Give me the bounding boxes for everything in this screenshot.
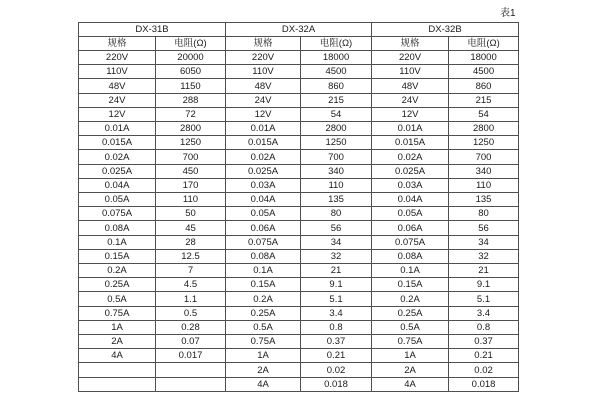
table-row (79, 122, 519, 136)
table-cell: 0.37 (449, 335, 519, 349)
table-cell: 1A (372, 349, 449, 363)
table-cell: 21 (449, 264, 519, 278)
table-cell: 4.5 (156, 278, 226, 292)
table-cell (79, 377, 156, 391)
resistance-column-header: 电阻(Ω) (449, 37, 519, 51)
table-cell: 110V (226, 65, 301, 79)
table-cell: 0.025A (226, 164, 301, 178)
table-cell: 110V (79, 65, 156, 79)
group-header-dx32a: DX-32A (226, 23, 372, 37)
table-row (79, 278, 519, 292)
table-cell: 5.1 (449, 292, 519, 306)
table-cell: 12.5 (156, 249, 226, 263)
table-cell: 2800 (301, 122, 372, 136)
table-cell: 110V (372, 65, 449, 79)
resistance-column-header: 电阻(Ω) (301, 37, 372, 51)
table-cell: 0.08A (226, 249, 301, 263)
table-cell: 0.017 (156, 349, 226, 363)
table-cell: 0.01A (226, 122, 301, 136)
table-cell: 0.018 (301, 377, 372, 391)
table-cell: 0.75A (79, 306, 156, 320)
table-row (79, 221, 519, 235)
table-row (79, 306, 519, 320)
table-cell: 54 (449, 107, 519, 121)
table-cell: 0.21 (301, 349, 372, 363)
table-cell: 80 (301, 207, 372, 221)
table-cell: 72 (156, 107, 226, 121)
table-row (79, 178, 519, 192)
table-cell: 220V (372, 51, 449, 65)
table-cell: 860 (449, 79, 519, 93)
table-cell: 1250 (156, 136, 226, 150)
table-cell: 110 (156, 193, 226, 207)
table-cell: 12V (372, 107, 449, 121)
table-row (79, 363, 519, 377)
table-cell: 4500 (449, 65, 519, 79)
table-cell: 0.018 (449, 377, 519, 391)
table-cell: 0.05A (226, 207, 301, 221)
table-cell: 1.1 (156, 292, 226, 306)
table-cell: 21 (301, 264, 372, 278)
table-cell: 0.15A (79, 249, 156, 263)
table-cell: 2A (372, 363, 449, 377)
table-row (79, 193, 519, 207)
table-cell: 0.5A (372, 320, 449, 334)
table-cell: 0.075A (372, 235, 449, 249)
table-cell: 0.8 (449, 320, 519, 334)
table-cell: 48V (226, 79, 301, 93)
spec-column-header: 规格 (226, 37, 301, 51)
table-cell: 0.5A (226, 320, 301, 334)
table-row (79, 377, 519, 391)
table-cell: 0.04A (79, 178, 156, 192)
table-cell: 0.08A (372, 249, 449, 263)
table-cell: 9.1 (301, 278, 372, 292)
table-cell: 0.07 (156, 335, 226, 349)
table-row (79, 335, 519, 349)
table-cell (156, 363, 226, 377)
table-cell: 0.015A (372, 136, 449, 150)
table-cell: 0.03A (372, 178, 449, 192)
table-cell: 0.02 (449, 363, 519, 377)
table-cell (156, 377, 226, 391)
table-cell: 34 (301, 235, 372, 249)
table-cell: 7 (156, 264, 226, 278)
table-cell: 450 (156, 164, 226, 178)
table-cell: 288 (156, 93, 226, 107)
table-cell: 24V (372, 93, 449, 107)
table-cell: 48V (79, 79, 156, 93)
table-cell: 3.4 (301, 306, 372, 320)
table-row (79, 164, 519, 178)
table-cell: 0.1A (79, 235, 156, 249)
table-caption: 表1 (500, 8, 516, 19)
table-cell: 9.1 (449, 278, 519, 292)
table-cell: 0.25A (226, 306, 301, 320)
table-cell: 110 (301, 178, 372, 192)
table-cell: 0.25A (372, 306, 449, 320)
table-cell: 1250 (449, 136, 519, 150)
table-cell: 0.01A (372, 122, 449, 136)
table-cell: 0.21 (449, 349, 519, 363)
table-cell: 0.03A (226, 178, 301, 192)
table-cell: 0.075A (226, 235, 301, 249)
table-cell: 0.1A (372, 264, 449, 278)
table-cell: 0.8 (301, 320, 372, 334)
table-cell: 56 (449, 221, 519, 235)
table-cell: 12V (79, 107, 156, 121)
table-row (79, 320, 519, 334)
table-cell: 0.1A (226, 264, 301, 278)
table-row (79, 136, 519, 150)
table-row (79, 65, 519, 79)
table-cell: 0.2A (79, 264, 156, 278)
table-cell: 12V (226, 107, 301, 121)
table-cell: 32 (449, 249, 519, 263)
table-cell: 24V (79, 93, 156, 107)
table-cell: 220V (79, 51, 156, 65)
table-row (79, 264, 519, 278)
table-cell: 135 (449, 193, 519, 207)
table-cell: 700 (301, 150, 372, 164)
group-header-row (79, 23, 519, 37)
table-cell: 1A (79, 320, 156, 334)
table-header (79, 23, 519, 51)
table-cell: 5.1 (301, 292, 372, 306)
table-cell: 24V (226, 93, 301, 107)
table-cell: 0.5 (156, 306, 226, 320)
table-cell: 0.2A (226, 292, 301, 306)
table-cell: 2800 (156, 122, 226, 136)
spec-column-header: 规格 (372, 37, 449, 51)
table-cell: 4A (226, 377, 301, 391)
table-row (79, 249, 519, 263)
table-cell: 0.28 (156, 320, 226, 334)
table-cell: 6050 (156, 65, 226, 79)
table-cell: 0.15A (226, 278, 301, 292)
table-cell: 110 (449, 178, 519, 192)
group-header-dx32b: DX-32B (372, 23, 519, 37)
table-cell: 2A (79, 335, 156, 349)
table-cell: 32 (301, 249, 372, 263)
table-row (79, 93, 519, 107)
table-cell (79, 363, 156, 377)
table-cell: 700 (156, 150, 226, 164)
table-cell: 0.04A (372, 193, 449, 207)
table-cell: 0.05A (79, 193, 156, 207)
table-cell: 0.37 (301, 335, 372, 349)
table-row (79, 235, 519, 249)
table-cell: 0.25A (79, 278, 156, 292)
table-cell: 3.4 (449, 306, 519, 320)
table-cell: 1250 (301, 136, 372, 150)
table-cell: 340 (301, 164, 372, 178)
table-cell: 0.5A (79, 292, 156, 306)
table-cell: 0.015A (79, 136, 156, 150)
table-cell: 0.05A (372, 207, 449, 221)
table-cell: 0.2A (372, 292, 449, 306)
spec-column-header: 规格 (79, 37, 156, 51)
table-cell: 0.025A (372, 164, 449, 178)
column-header-row (79, 37, 519, 51)
table-cell: 34 (449, 235, 519, 249)
table-row (79, 292, 519, 306)
table-row (79, 51, 519, 65)
table-cell: 0.08A (79, 221, 156, 235)
table-body (79, 51, 519, 392)
table-cell: 215 (449, 93, 519, 107)
table-row (79, 107, 519, 121)
table-cell: 54 (301, 107, 372, 121)
table-cell: 0.02A (372, 150, 449, 164)
table-cell: 170 (156, 178, 226, 192)
table-cell: 340 (449, 164, 519, 178)
table-cell: 4500 (301, 65, 372, 79)
table-cell: 80 (449, 207, 519, 221)
table-cell: 56 (301, 221, 372, 235)
table-cell: 700 (449, 150, 519, 164)
table-cell: 0.075A (79, 207, 156, 221)
table-cell: 18000 (449, 51, 519, 65)
table-cell: 0.015A (226, 136, 301, 150)
table-cell: 4A (372, 377, 449, 391)
table-cell: 45 (156, 221, 226, 235)
resistance-spec-table (78, 22, 519, 392)
table-cell: 135 (301, 193, 372, 207)
table-cell: 48V (372, 79, 449, 93)
table-row (79, 150, 519, 164)
table-cell: 18000 (301, 51, 372, 65)
table-row (79, 79, 519, 93)
resistance-column-header: 电阻(Ω) (156, 37, 226, 51)
table-cell: 28 (156, 235, 226, 249)
table-cell: 20000 (156, 51, 226, 65)
table-cell: 215 (301, 93, 372, 107)
table-cell: 0.02A (226, 150, 301, 164)
table-cell: 0.15A (372, 278, 449, 292)
table-cell: 50 (156, 207, 226, 221)
table-cell: 2800 (449, 122, 519, 136)
table-row (79, 207, 519, 221)
table-cell: 0.04A (226, 193, 301, 207)
table-cell: 0.02A (79, 150, 156, 164)
table-cell: 1A (226, 349, 301, 363)
table-cell: 2A (226, 363, 301, 377)
table-cell: 0.06A (372, 221, 449, 235)
table-cell: 0.01A (79, 122, 156, 136)
table-cell: 0.75A (226, 335, 301, 349)
table-cell: 220V (226, 51, 301, 65)
table-cell: 0.06A (226, 221, 301, 235)
table-cell: 4A (79, 349, 156, 363)
table-row (79, 349, 519, 363)
table-cell: 0.025A (79, 164, 156, 178)
table-cell: 1150 (156, 79, 226, 93)
table-cell: 860 (301, 79, 372, 93)
table-cell: 0.75A (372, 335, 449, 349)
group-header-dx31b: DX-31B (79, 23, 226, 37)
table-cell: 0.02 (301, 363, 372, 377)
